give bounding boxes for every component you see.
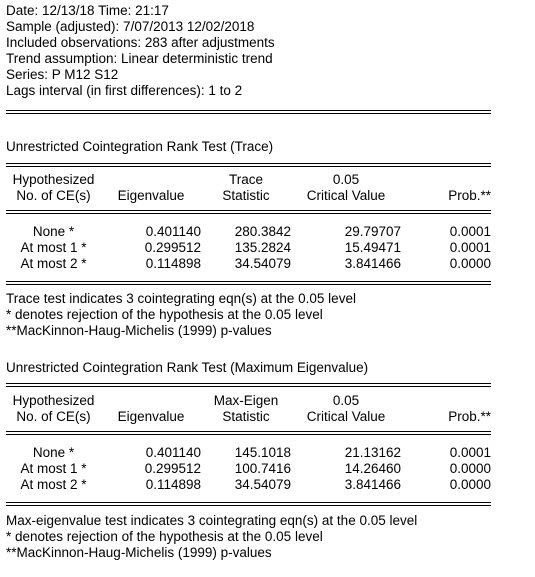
col-header-no-ce: No. of CE(s) <box>16 409 91 424</box>
table-header-row <box>6 188 491 204</box>
maxeig-results-table <box>6 445 491 493</box>
maxeig-title-divider <box>6 383 491 387</box>
col-header-trace: Trace <box>228 172 263 187</box>
rejection-note: * denotes rejection of the hypothesis at the 0.05 level <box>6 307 323 322</box>
maxeig-header-divider <box>6 431 491 435</box>
maxeig-test-table <box>6 393 491 425</box>
pvalue-source-note: **MacKinnon-Haug-Michelis (1999) p-values <box>6 545 272 560</box>
lags-interval-line: Lags interval (in first differences): 1 to 2 <box>6 83 243 98</box>
table-row: At most 2 * 0.114898 34.54079 3.841466 0.0000 <box>20 477 491 492</box>
trace-results-table <box>6 224 491 272</box>
maxeig-notes <box>6 513 417 561</box>
trend-assumption-line: Trend assumption: Linear deterministic trend <box>6 51 273 66</box>
col-header-hypothesized: Hypothesized <box>12 393 95 408</box>
trace-notes <box>6 291 356 339</box>
date-time-line: Date: 12/13/18 Time: 21:17 <box>6 3 169 18</box>
output-header <box>6 3 275 99</box>
col-header-eigenvalue: Eigenvalue <box>117 188 185 203</box>
series-line: Series: P M12 S12 <box>6 67 119 82</box>
trace-header-divider <box>6 210 491 214</box>
col-header-level: 0.05 <box>332 393 360 408</box>
table-header-row <box>6 393 491 409</box>
col-header-prob: Prob.** <box>448 188 491 203</box>
table-row: At most 1 * 0.299512 135.2824 15.49471 0.0001 <box>20 240 491 255</box>
col-header-critical-value: Critical Value <box>306 409 386 424</box>
col-header-prob: Prob.** <box>448 409 491 424</box>
col-header-eigenvalue: Eigenvalue <box>117 409 185 424</box>
table-header-row <box>6 172 491 188</box>
table-row: None * 0.401140 280.3842 29.79707 0.0001 <box>32 224 491 239</box>
maxeig-results-divider <box>6 502 491 506</box>
col-header-critical-value: Critical Value <box>306 188 386 203</box>
pvalue-source-note: **MacKinnon-Haug-Michelis (1999) p-values <box>6 323 272 338</box>
trace-test-title: Unrestricted Cointegration Rank Test (Trace) <box>6 139 274 154</box>
table-row: At most 1 * 0.299512 100.7416 14.26460 0.0000 <box>20 461 491 476</box>
trace-results-divider <box>6 281 491 285</box>
trace-conclusion: Trace test indicates 3 cointegrating eqn(s) at the 0.05 level <box>6 291 356 306</box>
col-header-level: 0.05 <box>332 172 360 187</box>
col-header-no-ce: No. of CE(s) <box>16 188 91 203</box>
col-header-statistic: Statistic <box>222 409 270 424</box>
maxeig-conclusion: Max-eigenvalue test indicates 3 cointegrating eqn(s) at the 0.05 level <box>6 513 418 528</box>
header-divider <box>6 110 491 114</box>
table-row: At most 2 * 0.114898 34.54079 3.841466 0.0000 <box>20 256 491 271</box>
table-row: None * 0.401140 145.1018 21.13162 0.0001 <box>32 445 491 460</box>
table-header-row <box>6 409 491 425</box>
observations-line: Included observations: 283 after adjustments <box>6 35 275 50</box>
trace-title-divider <box>6 163 491 167</box>
col-header-hypothesized: Hypothesized <box>12 172 95 187</box>
col-header-statistic: Statistic <box>222 188 270 203</box>
trace-test-table <box>6 172 491 204</box>
sample-line: Sample (adjusted): 7/07/2013 12/02/2018 <box>6 19 255 34</box>
maxeig-test-title: Unrestricted Cointegration Rank Test (Maximum Eigenvalue) <box>6 360 369 375</box>
col-header-max-eigen: Max-Eigen <box>213 393 279 408</box>
rejection-note: * denotes rejection of the hypothesis at the 0.05 level <box>6 529 323 544</box>
